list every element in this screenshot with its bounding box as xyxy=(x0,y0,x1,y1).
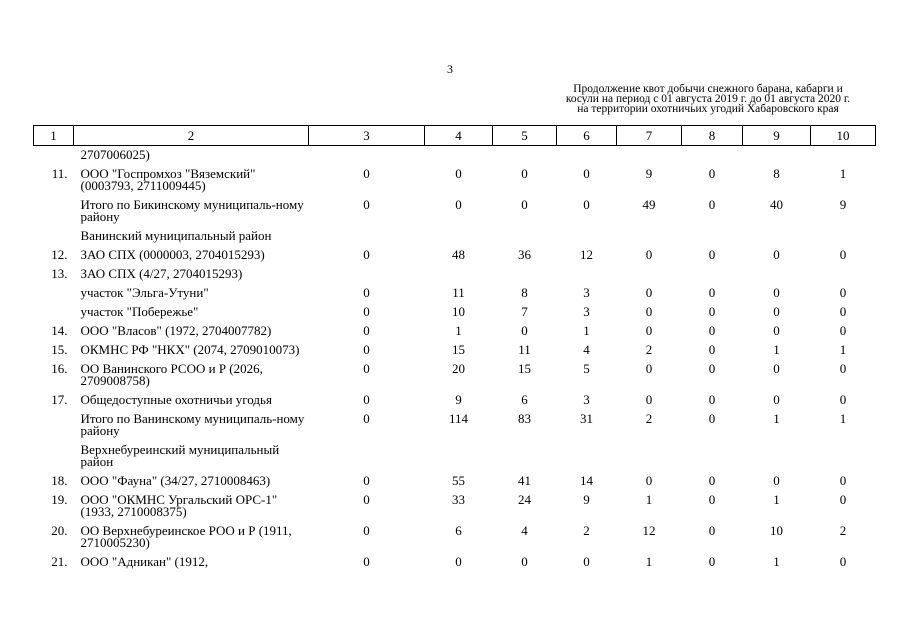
quota-value: 1 xyxy=(839,166,847,181)
quota-value: 3 xyxy=(583,304,590,319)
quota-value: 0 xyxy=(839,392,847,407)
quota-value: 1 xyxy=(645,492,653,507)
quota-value: 83 xyxy=(518,411,531,426)
quota-value: 0 xyxy=(363,392,370,407)
table-row xyxy=(34,196,876,227)
table-body xyxy=(34,146,876,573)
quota-value: 0 xyxy=(645,247,653,262)
quota-value: 0 xyxy=(455,166,462,181)
quota-value xyxy=(811,146,876,166)
row-name: ООО "Власов" (1972, 2704007782) xyxy=(80,323,272,338)
quota-value: 0 xyxy=(708,411,716,426)
row-name: участок "Побережье" xyxy=(80,304,199,319)
row-name: ОО Ванинского РСОО и Р (2026, 2709008758) xyxy=(80,361,263,388)
quota-value: 15 xyxy=(452,342,465,357)
row-number: 20. xyxy=(51,523,68,538)
quota-value: 0 xyxy=(708,554,716,569)
quota-value xyxy=(617,265,682,284)
table-row xyxy=(34,472,876,491)
quota-value: 3 xyxy=(583,392,590,407)
row-number: 19. xyxy=(51,492,68,507)
quota-value xyxy=(425,146,493,166)
quota-value: 0 xyxy=(363,554,370,569)
quota-value: 11 xyxy=(518,342,531,357)
row-number xyxy=(34,227,74,246)
quota-value xyxy=(617,441,682,472)
row-number xyxy=(34,441,74,472)
column-header: 4 xyxy=(425,126,493,146)
quota-value: 0 xyxy=(708,285,716,300)
quota-value: 0 xyxy=(839,304,847,319)
quota-value: 4 xyxy=(583,342,590,357)
quota-value: 0 xyxy=(363,523,370,538)
row-number: 14. xyxy=(51,323,68,338)
table-row xyxy=(34,322,876,341)
row-name: Общедоступные охотничьи угодья xyxy=(80,392,272,407)
quota-value: 0 xyxy=(708,166,716,181)
quota-value: 10 xyxy=(770,523,783,538)
quota-value: 0 xyxy=(839,473,847,488)
quota-value: 2 xyxy=(839,523,847,538)
row-number: 15. xyxy=(51,342,68,357)
quota-value: 0 xyxy=(645,361,653,376)
quota-value: 0 xyxy=(839,492,847,507)
quota-value: 0 xyxy=(708,492,716,507)
page-number: 3 xyxy=(447,62,453,76)
caption-line: на территории охотничьих угодий Хабаровского края xyxy=(577,103,839,115)
table-row xyxy=(34,522,876,553)
table-caption xyxy=(545,84,871,114)
quota-value: 0 xyxy=(773,473,780,488)
row-name: ОО Верхнебуреинское РОО и Р (1911, 2710005230) xyxy=(80,523,292,550)
quota-value: 0 xyxy=(363,361,370,376)
quota-value xyxy=(617,146,682,166)
column-header: 9 xyxy=(743,126,811,146)
column-header: 3 xyxy=(309,126,425,146)
quota-value xyxy=(811,441,876,472)
quota-value: 24 xyxy=(518,492,531,507)
column-header: 2 xyxy=(74,126,309,146)
row-name: Ванинский муниципальный район xyxy=(80,228,272,243)
quota-value: 7 xyxy=(521,304,528,319)
quota-value: 0 xyxy=(363,342,370,357)
quota-value: 48 xyxy=(452,247,465,262)
row-name: ООО "Фауна" (34/27, 2710008463) xyxy=(80,473,271,488)
row-name: ООО "ОКМНС Ургальский ОРС-1" (1933, 2710008375) xyxy=(80,492,278,519)
quota-value xyxy=(682,265,743,284)
row-number: 11. xyxy=(51,166,68,181)
quota-value xyxy=(309,227,425,246)
quota-value: 0 xyxy=(521,323,528,338)
quota-value xyxy=(557,441,617,472)
quota-value: 0 xyxy=(363,473,370,488)
quota-value: 0 xyxy=(708,323,716,338)
quota-value: 1 xyxy=(773,554,780,569)
quota-value: 114 xyxy=(448,411,469,426)
row-number: 13. xyxy=(51,266,68,281)
quota-value xyxy=(493,265,557,284)
quota-value: 9 xyxy=(839,197,847,212)
row-number xyxy=(34,303,74,322)
row-name: ООО "Госпромхоз "Вяземский" (0003793, 2711009445) xyxy=(80,166,256,193)
table-row xyxy=(34,284,876,303)
quota-value: 9 xyxy=(455,392,462,407)
table-row xyxy=(34,165,876,196)
quota-value: 1 xyxy=(773,492,780,507)
quota-value: 36 xyxy=(518,247,531,262)
quota-value: 9 xyxy=(583,492,590,507)
quota-value: 1 xyxy=(583,323,590,338)
quota-value: 55 xyxy=(452,473,465,488)
quota-value: 9 xyxy=(645,166,653,181)
quota-value: 33 xyxy=(452,492,465,507)
quota-value: 0 xyxy=(455,554,462,569)
quota-value: 0 xyxy=(521,166,528,181)
quota-value: 1 xyxy=(455,323,462,338)
quota-value: 0 xyxy=(708,392,716,407)
quota-value: 0 xyxy=(363,411,370,426)
column-header: 1 xyxy=(34,126,74,146)
table-row xyxy=(34,246,876,265)
column-header: 10 xyxy=(811,126,876,146)
quota-value: 0 xyxy=(645,473,653,488)
quota-value: 8 xyxy=(773,166,780,181)
quota-value: 4 xyxy=(521,523,528,538)
quota-value: 0 xyxy=(839,285,847,300)
quota-value: 0 xyxy=(521,197,528,212)
quota-value: 1 xyxy=(645,554,653,569)
quota-value xyxy=(682,227,743,246)
quota-value: 10 xyxy=(452,304,465,319)
quota-value: 6 xyxy=(521,392,528,407)
quota-value: 0 xyxy=(583,197,590,212)
quota-value: 12 xyxy=(642,523,656,538)
quota-value: 0 xyxy=(645,323,653,338)
quota-value: 2 xyxy=(583,523,590,538)
quota-value xyxy=(743,441,811,472)
quota-value xyxy=(493,227,557,246)
quota-value: 14 xyxy=(580,473,593,488)
table-row xyxy=(34,360,876,391)
quota-value xyxy=(493,441,557,472)
table-row xyxy=(34,146,876,166)
quota-value: 0 xyxy=(708,304,716,319)
quota-value: 40 xyxy=(770,197,783,212)
caption-line: Продолжение квот добычи снежного барана, кабарги и xyxy=(573,83,843,95)
quota-value: 0 xyxy=(773,285,780,300)
quota-value: 0 xyxy=(773,323,780,338)
table-row xyxy=(34,341,876,360)
caption-line: косули на период с 01 августа 2019 г. до 01 августа 2020 г. xyxy=(565,93,851,105)
quota-table xyxy=(33,125,876,572)
quota-value: 0 xyxy=(773,247,780,262)
table-row xyxy=(34,227,876,246)
row-name: ЗАО СПХ (0000003, 2704015293) xyxy=(80,247,265,262)
row-name: Верхнебуреинский муниципальный район xyxy=(80,442,280,469)
table-row xyxy=(34,553,876,572)
quota-value: 0 xyxy=(363,492,370,507)
quota-value: 15 xyxy=(518,361,531,376)
quota-value xyxy=(309,265,425,284)
quota-value: 0 xyxy=(521,554,528,569)
quota-value: 0 xyxy=(708,342,716,357)
quota-value: 6 xyxy=(455,523,462,538)
quota-value: 2 xyxy=(645,342,653,357)
column-header: 7 xyxy=(617,126,682,146)
quota-value xyxy=(425,227,493,246)
quota-value xyxy=(493,146,557,166)
quota-value xyxy=(309,146,425,166)
quota-value: 1 xyxy=(839,342,847,357)
quota-value xyxy=(743,265,811,284)
quota-value: 0 xyxy=(708,473,716,488)
quota-value: 0 xyxy=(455,197,462,212)
column-header: 5 xyxy=(493,126,557,146)
table-row xyxy=(34,410,876,441)
quota-value: 0 xyxy=(363,166,370,181)
quota-value: 2 xyxy=(645,411,653,426)
quota-value xyxy=(425,441,493,472)
quota-value: 0 xyxy=(773,361,780,376)
row-number xyxy=(34,284,74,303)
quota-value xyxy=(557,227,617,246)
column-header: 8 xyxy=(682,126,743,146)
table-row xyxy=(34,391,876,410)
quota-value: 0 xyxy=(363,197,370,212)
quota-value: 0 xyxy=(583,554,590,569)
quota-value: 0 xyxy=(839,361,847,376)
row-name: Итого по Бикинскому муниципаль-ному району xyxy=(80,197,304,224)
quota-value xyxy=(811,265,876,284)
quota-value: 0 xyxy=(363,285,370,300)
row-number: 17. xyxy=(51,392,68,407)
quota-value: 0 xyxy=(645,304,653,319)
quota-value xyxy=(743,146,811,166)
quota-value: 5 xyxy=(583,361,590,376)
row-name: Итого по Ванинскому муниципаль-ному району xyxy=(80,411,305,438)
quota-value: 0 xyxy=(773,304,780,319)
row-name: 2707006025) xyxy=(80,147,150,162)
quota-value: 0 xyxy=(363,247,370,262)
quota-value: 0 xyxy=(645,392,653,407)
quota-value: 20 xyxy=(452,361,465,376)
quota-value: 31 xyxy=(580,411,593,426)
row-name: ОКМНС РФ "НКХ" (2074, 2709010073) xyxy=(80,342,300,357)
quota-value: 8 xyxy=(521,285,528,300)
row-number xyxy=(34,146,74,166)
row-number xyxy=(34,196,74,227)
quota-value xyxy=(425,265,493,284)
row-number xyxy=(34,410,74,441)
table-row xyxy=(34,491,876,522)
quota-value xyxy=(557,146,617,166)
row-name: ООО "Адникан" (1912, xyxy=(80,554,209,569)
column-number-row xyxy=(34,126,876,146)
row-name: участок "Эльга-Утуни" xyxy=(80,285,209,300)
quota-value xyxy=(617,227,682,246)
quota-value: 0 xyxy=(708,247,716,262)
quota-value: 0 xyxy=(708,523,716,538)
quota-value: 11 xyxy=(452,285,465,300)
quota-value xyxy=(811,227,876,246)
quota-value xyxy=(682,146,743,166)
quota-value: 0 xyxy=(708,197,716,212)
quota-value xyxy=(743,227,811,246)
quota-value: 0 xyxy=(645,285,653,300)
quota-value: 0 xyxy=(363,304,370,319)
row-number: 12. xyxy=(51,247,68,262)
quota-value: 1 xyxy=(773,342,780,357)
quota-value xyxy=(682,441,743,472)
quota-value: 0 xyxy=(363,323,370,338)
quota-value: 0 xyxy=(773,392,780,407)
table-row xyxy=(34,265,876,284)
row-name: ЗАО СПХ (4/27, 2704015293) xyxy=(80,266,243,281)
quota-value: 0 xyxy=(839,247,847,262)
row-number: 18. xyxy=(51,473,68,488)
quota-value: 49 xyxy=(642,197,656,212)
quota-value xyxy=(557,265,617,284)
quota-value: 12 xyxy=(580,247,593,262)
quota-value: 1 xyxy=(839,411,847,426)
quota-value xyxy=(309,441,425,472)
column-header: 6 xyxy=(557,126,617,146)
table-row xyxy=(34,303,876,322)
quota-value: 3 xyxy=(583,285,590,300)
quota-value: 1 xyxy=(773,411,780,426)
quota-value: 0 xyxy=(583,166,590,181)
quota-value: 0 xyxy=(839,323,847,338)
quota-value: 0 xyxy=(708,361,716,376)
table-row xyxy=(34,441,876,472)
quota-value: 41 xyxy=(518,473,531,488)
quota-value: 0 xyxy=(839,554,847,569)
row-number: 16. xyxy=(51,361,68,376)
row-number: 21. xyxy=(51,554,68,569)
